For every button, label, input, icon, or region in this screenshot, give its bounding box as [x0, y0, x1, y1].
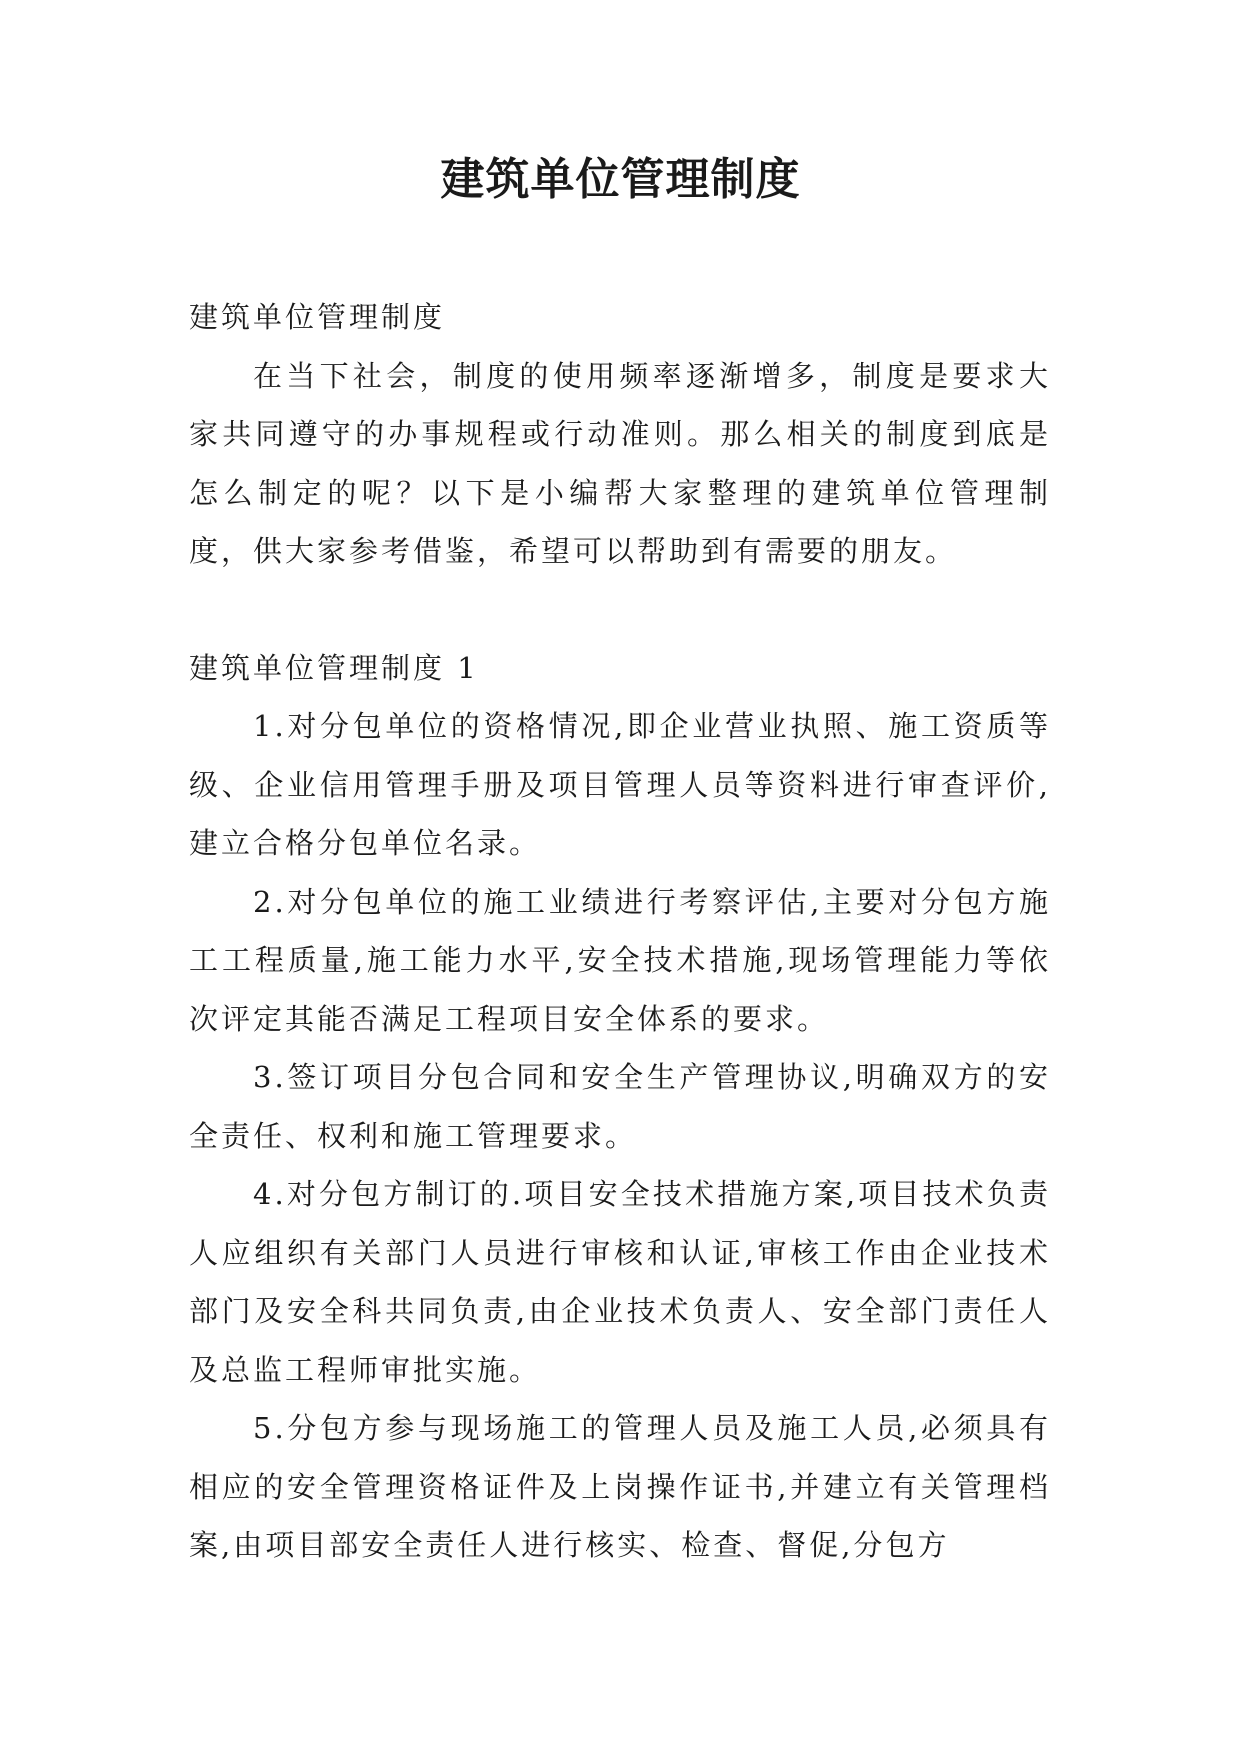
list-item: 3.签订项目分包合同和安全生产管理协议,明确双方的安全责任、权利和施工管理要求。 [189, 1060, 1051, 1153]
document-body [189, 288, 1051, 1575]
list-item: 2.对分包单位的施工业绩进行考察评估,主要对分包方施工工程质量,施工能力水平,安全技术措施,现场管理能力等依次评定其能否满足工程项目安全体系的要求。 [189, 884, 1051, 1036]
intro-paragraph: 在当下社会，制度的使用频率逐渐增多，制度是要求大家共同遵守的办事规程或行动准则。那么相关的制度到底是怎么制定的呢？以下是小编帮大家整理的建筑单位管理制度，供大家参考借鉴，希望可以帮助到有需要的朋友。 [189, 358, 1051, 568]
section-heading: 建筑单位管理制度 1 [189, 650, 479, 685]
list-item: 5.分包方参与现场施工的管理人员及施工人员,必须具有相应的安全管理资格证件及上岗操作证书,并建立有关管理档案,由项目部安全责任人进行核实、检查、督促,分包方 [189, 1411, 1051, 1562]
list-item: 4.对分包方制订的.项目安全技术措施方案,项目技术负责人应组织有关部门人员进行审核和认证,审核工作由企业技术部门及安全科共同负责,由企业技术负责人、安全部门责任人及总监工程师审批实施。 [189, 1177, 1051, 1387]
document-subtitle: 建筑单位管理制度 [189, 300, 446, 334]
document-title: 建筑单位管理制度 [440, 154, 801, 205]
list-item: 1.对分包单位的资格情况,即企业营业执照、施工资质等级、企业信用管理手册及项目管理人员等资料进行审查评价,建立合格分包单位名录。 [189, 709, 1051, 860]
